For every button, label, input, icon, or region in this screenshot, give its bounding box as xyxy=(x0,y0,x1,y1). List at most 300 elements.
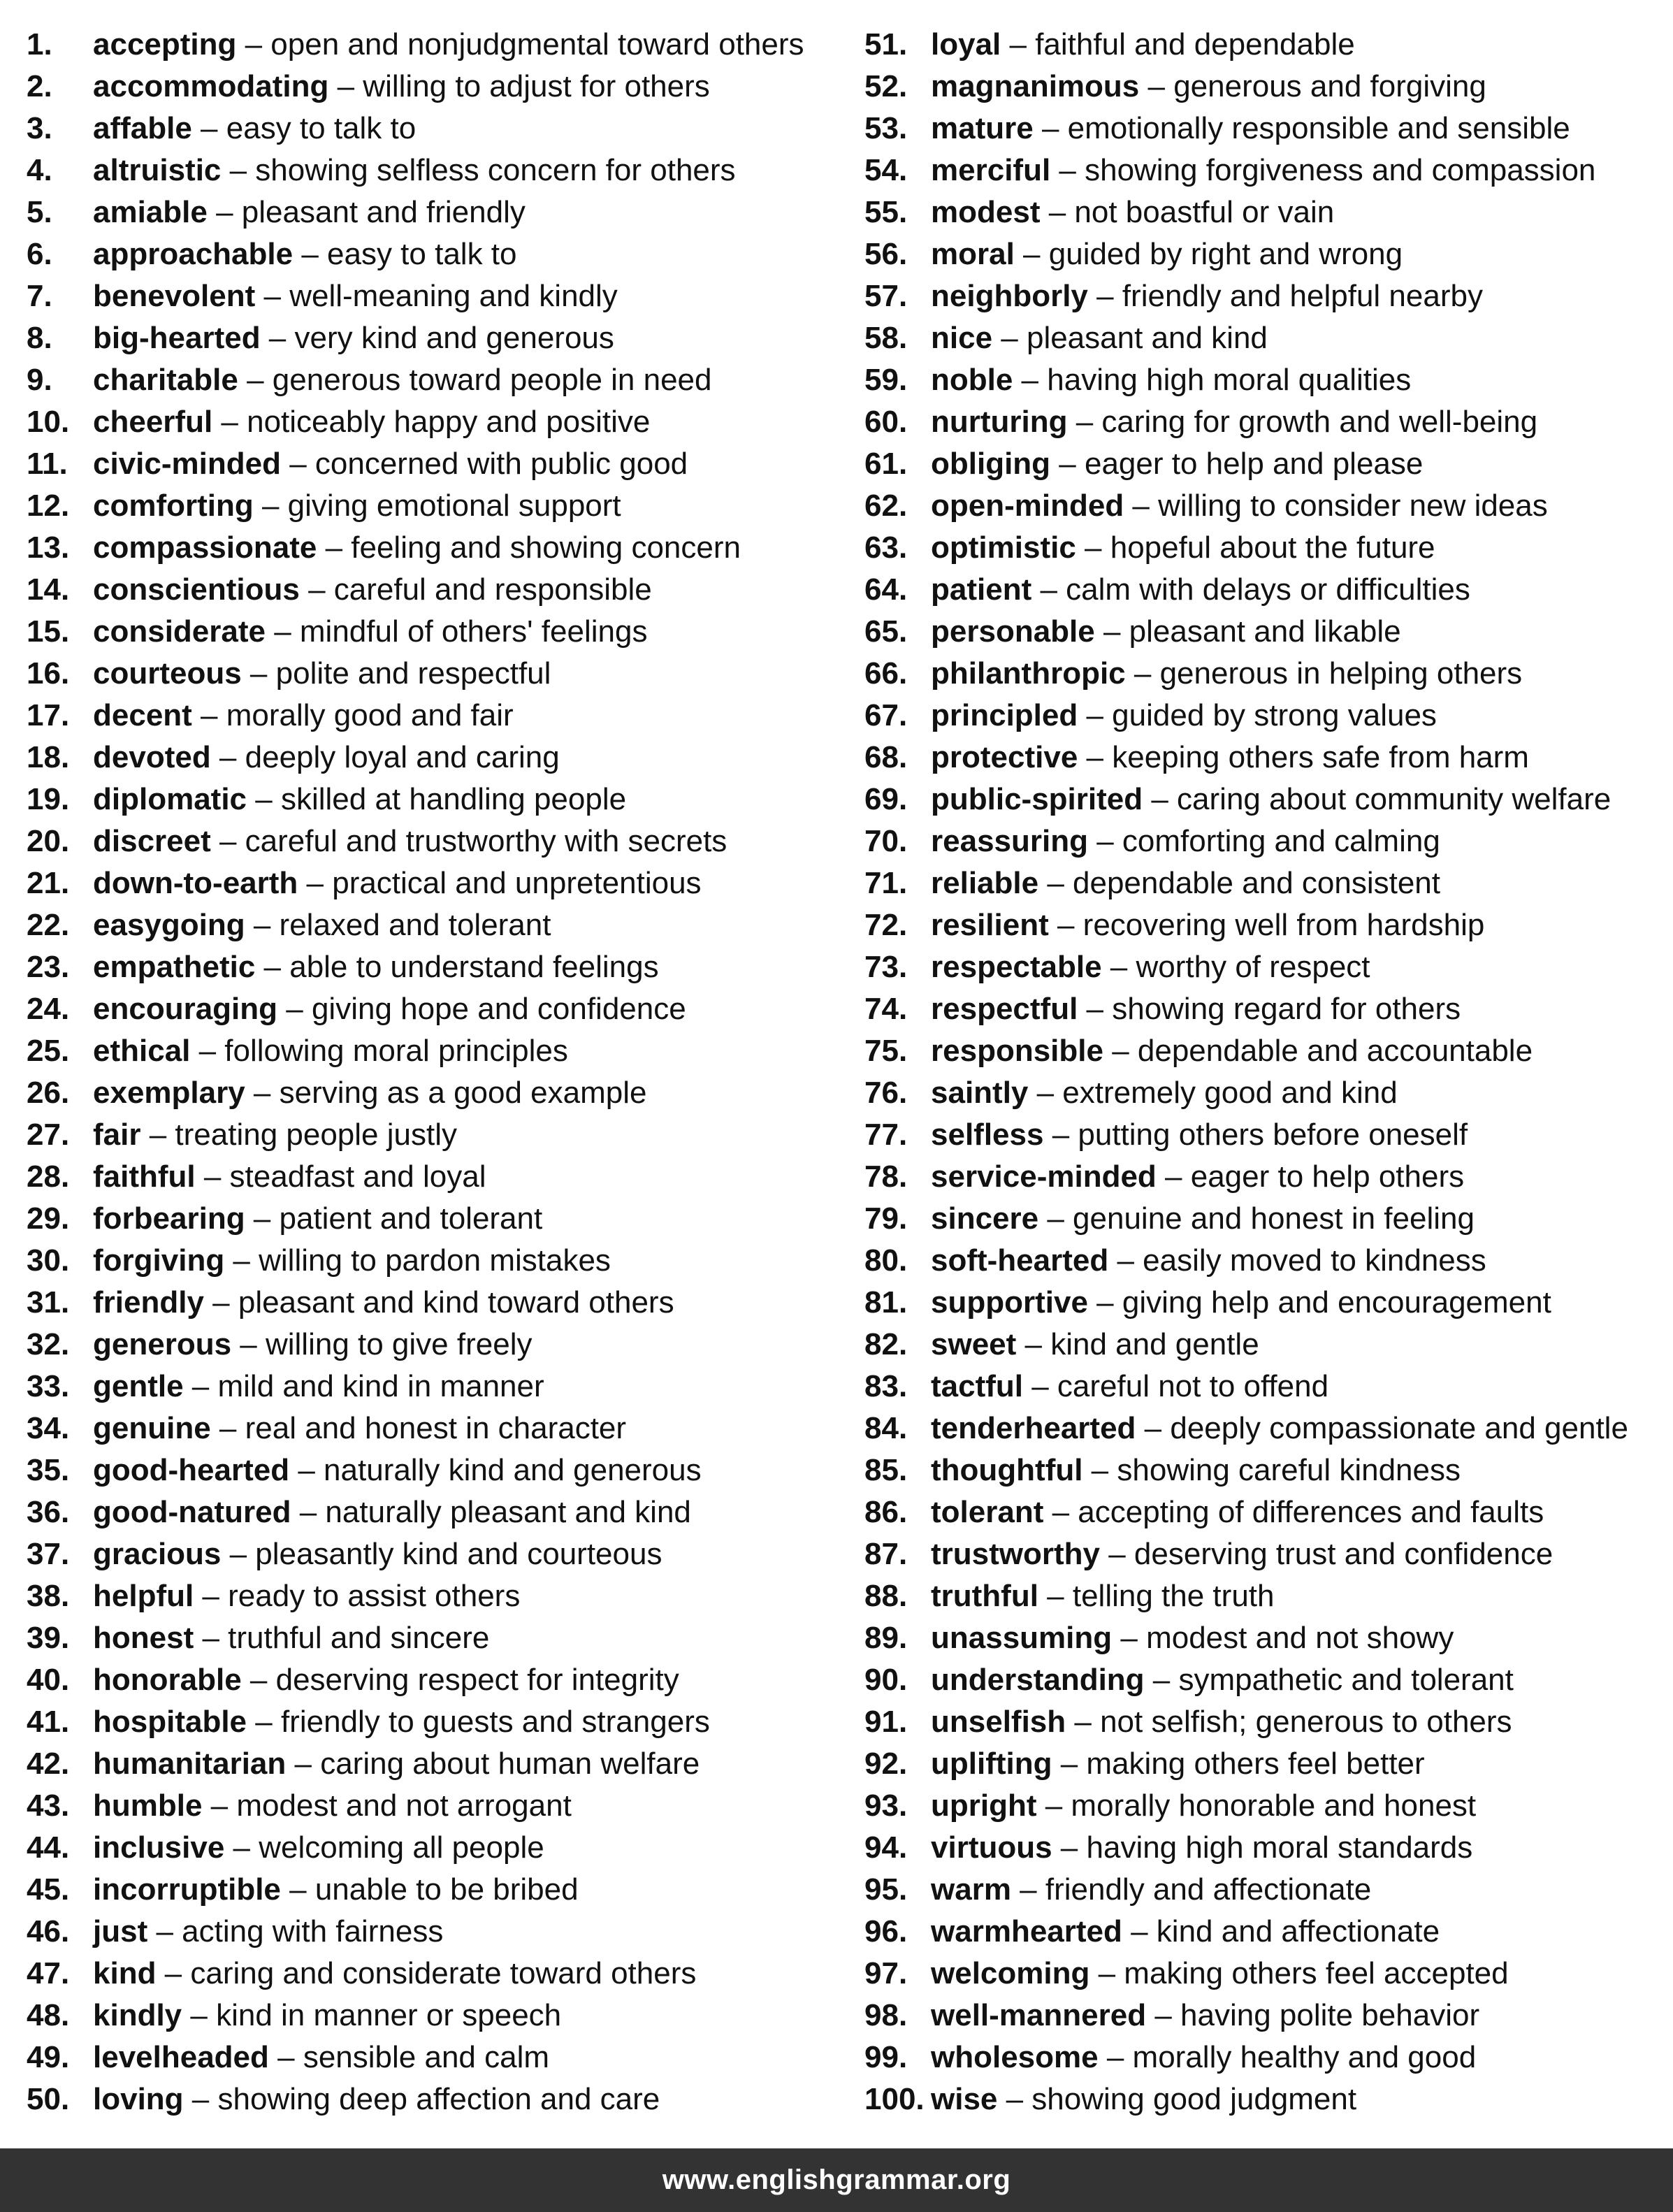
item-term: moral xyxy=(931,237,1015,271)
item-number: 49. xyxy=(27,2040,70,2074)
item-number: 74. xyxy=(864,992,908,1026)
list-item xyxy=(864,737,1628,779)
item-definition: – hopeful about the future xyxy=(1076,530,1435,565)
item-number: 75. xyxy=(864,1034,908,1068)
item-number: 45. xyxy=(27,1872,70,1907)
footer-url[interactable]: www.englishgrammar.org xyxy=(662,2164,1011,2195)
item-definition: – caring and considerate toward others xyxy=(156,1956,697,1990)
item-definition: – deeply loyal and caring xyxy=(210,740,560,774)
item-term: merciful xyxy=(931,153,1051,187)
list-item xyxy=(864,988,1628,1030)
item-number: 20. xyxy=(27,824,70,858)
item-number: 17. xyxy=(27,698,70,732)
item-number: 25. xyxy=(27,1034,70,1068)
item-term: supportive xyxy=(931,1285,1088,1320)
item-definition: – very kind and generous xyxy=(260,321,614,355)
item-definition: – making others feel better xyxy=(1052,1747,1425,1781)
list-item xyxy=(864,1995,1628,2037)
item-definition: – careful not to offend xyxy=(1023,1369,1329,1403)
list-item xyxy=(864,695,1628,737)
list-item xyxy=(27,1240,804,1282)
list-item xyxy=(864,1030,1628,1072)
list-item xyxy=(864,779,1628,821)
item-number: 33. xyxy=(27,1369,70,1403)
list-item xyxy=(864,1827,1628,1869)
item-term: principled xyxy=(931,698,1078,732)
item-definition: – careful and trustworthy with secrets xyxy=(210,824,727,858)
item-term: big-hearted xyxy=(93,321,261,355)
list-item xyxy=(27,1408,804,1450)
item-term: sincere xyxy=(931,1201,1039,1236)
item-definition: – showing good judgment xyxy=(997,2082,1357,2116)
item-definition: – not boastful or vain xyxy=(1040,195,1335,229)
item-number: 9. xyxy=(27,363,52,397)
item-definition: – deserving trust and confidence xyxy=(1100,1537,1554,1571)
item-definition: – guided by strong values xyxy=(1078,698,1437,732)
item-number: 54. xyxy=(864,153,908,187)
item-term: magnanimous xyxy=(931,69,1140,103)
list-item xyxy=(864,1785,1628,1827)
item-number: 94. xyxy=(864,1830,908,1865)
list-item xyxy=(27,1575,804,1617)
item-definition: – sympathetic and tolerant xyxy=(1144,1663,1514,1697)
item-term: decent xyxy=(93,698,192,732)
list-item xyxy=(27,485,804,527)
item-number: 31. xyxy=(27,1285,70,1320)
item-term: patient xyxy=(931,572,1032,607)
list-item xyxy=(27,24,804,66)
item-number: 70. xyxy=(864,824,908,858)
item-definition: – showing careful kindness xyxy=(1082,1453,1461,1487)
list-item xyxy=(864,1659,1628,1701)
item-definition: – ready to assist others xyxy=(194,1579,521,1613)
list-item xyxy=(864,150,1628,191)
item-definition: – emotionally responsible and sensible xyxy=(1033,111,1570,145)
item-term: optimistic xyxy=(931,530,1076,565)
item-number: 68. xyxy=(864,740,908,774)
item-definition: – faithful and dependable xyxy=(1001,27,1355,62)
item-definition: – generous and forgiving xyxy=(1139,69,1486,103)
item-number: 100. xyxy=(864,2082,925,2116)
item-number: 81. xyxy=(864,1285,908,1320)
list-item xyxy=(27,359,804,401)
item-term: considerate xyxy=(93,614,266,649)
item-term: resilient xyxy=(931,908,1049,942)
item-definition: – well-meaning and kindly xyxy=(255,279,618,313)
item-number: 41. xyxy=(27,1705,70,1739)
item-number: 30. xyxy=(27,1243,70,1278)
item-definition: – accepting of differences and faults xyxy=(1043,1495,1544,1529)
item-number: 72. xyxy=(864,908,908,942)
item-term: truthful xyxy=(931,1579,1038,1613)
list-item xyxy=(27,1659,804,1701)
item-term: forbearing xyxy=(93,1201,245,1236)
item-term: selfless xyxy=(931,1118,1044,1152)
item-definition: – kind in manner or speech xyxy=(182,1998,562,2032)
item-term: service-minded xyxy=(931,1159,1157,1194)
item-definition: – comforting and calming xyxy=(1087,824,1440,858)
item-term: wholesome xyxy=(931,2040,1099,2074)
item-number: 64. xyxy=(864,572,908,607)
item-term: forgiving xyxy=(93,1243,225,1278)
item-definition: – deserving respect for integrity xyxy=(241,1663,679,1697)
list-item xyxy=(27,862,804,904)
list-item xyxy=(864,1324,1628,1366)
list-item xyxy=(864,401,1628,443)
item-number: 97. xyxy=(864,1956,908,1990)
list-item xyxy=(864,1701,1628,1743)
list-item xyxy=(27,108,804,150)
item-definition: – giving help and encouragement xyxy=(1087,1285,1551,1320)
list-item xyxy=(864,24,1628,66)
item-number: 1. xyxy=(27,27,52,62)
item-definition: – keeping others safe from harm xyxy=(1078,740,1529,774)
list-item xyxy=(27,779,804,821)
item-term: friendly xyxy=(93,1285,204,1320)
item-definition: – welcoming all people xyxy=(224,1830,544,1865)
item-number: 58. xyxy=(864,321,908,355)
item-term: respectable xyxy=(931,950,1102,984)
item-number: 65. xyxy=(864,614,908,649)
list-item xyxy=(27,1701,804,1743)
item-number: 89. xyxy=(864,1621,908,1655)
item-term: welcoming xyxy=(931,1956,1090,1990)
item-definition: – genuine and honest in feeling xyxy=(1038,1201,1475,1236)
item-definition: – naturally kind and generous xyxy=(289,1453,702,1487)
item-term: honest xyxy=(93,1621,194,1655)
item-number: 28. xyxy=(27,1159,70,1194)
list-item xyxy=(864,1869,1628,1911)
list-item xyxy=(864,904,1628,946)
list-item xyxy=(864,1114,1628,1156)
item-term: kind xyxy=(93,1956,157,1990)
item-term: conscientious xyxy=(93,572,300,607)
item-number: 37. xyxy=(27,1537,70,1571)
list-item xyxy=(864,2079,1628,2120)
item-term: reassuring xyxy=(931,824,1088,858)
list-item xyxy=(27,1030,804,1072)
item-term: warm xyxy=(931,1872,1011,1907)
item-number: 50. xyxy=(27,2082,70,2116)
item-definition: – concerned with public good xyxy=(280,447,688,481)
item-term: compassionate xyxy=(93,530,317,565)
item-number: 57. xyxy=(864,279,908,313)
item-definition: – extremely good and kind xyxy=(1028,1076,1398,1110)
item-term: devoted xyxy=(93,740,211,774)
item-number: 61. xyxy=(864,447,908,481)
item-term: humanitarian xyxy=(93,1747,287,1781)
item-number: 47. xyxy=(27,1956,70,1990)
item-term: public-spirited xyxy=(931,782,1143,816)
item-number: 80. xyxy=(864,1243,908,1278)
item-term: just xyxy=(93,1914,148,1949)
item-number: 96. xyxy=(864,1914,908,1949)
item-number: 69. xyxy=(864,782,908,816)
item-definition: – not selfish; generous to others xyxy=(1066,1705,1512,1739)
item-term: respectful xyxy=(931,992,1078,1026)
item-definition: – friendly and helpful nearby xyxy=(1087,279,1483,313)
item-term: noble xyxy=(931,363,1013,397)
list-item xyxy=(864,191,1628,233)
list-item xyxy=(27,1533,804,1575)
item-number: 42. xyxy=(27,1747,70,1781)
list-item xyxy=(864,1911,1628,1953)
list-item xyxy=(27,1282,804,1324)
list-item xyxy=(27,2037,804,2079)
item-definition: – steadfast and loyal xyxy=(195,1159,486,1194)
list-item xyxy=(27,1114,804,1156)
item-term: hospitable xyxy=(93,1705,247,1739)
item-term: diplomatic xyxy=(93,782,247,816)
item-definition: – real and honest in character xyxy=(210,1411,627,1445)
item-number: 53. xyxy=(864,111,908,145)
item-term: neighborly xyxy=(931,279,1088,313)
item-number: 6. xyxy=(27,237,52,271)
word-list-right-column xyxy=(864,24,1628,2120)
list-item xyxy=(864,1450,1628,1491)
item-definition: – truthful and sincere xyxy=(194,1621,490,1655)
item-definition: – mindful of others' feelings xyxy=(265,614,648,649)
item-term: virtuous xyxy=(931,1830,1052,1865)
item-number: 4. xyxy=(27,153,52,187)
item-term: protective xyxy=(931,740,1078,774)
list-item xyxy=(27,66,804,108)
item-definition: – generous in helping others xyxy=(1125,656,1523,691)
item-number: 73. xyxy=(864,950,908,984)
item-definition: – polite and respectful xyxy=(241,656,551,691)
item-term: empathetic xyxy=(93,950,256,984)
item-term: upright xyxy=(931,1788,1037,1823)
item-number: 36. xyxy=(27,1495,70,1529)
item-term: tolerant xyxy=(931,1495,1044,1529)
list-item xyxy=(27,150,804,191)
footer-bar xyxy=(0,2148,1673,2212)
item-number: 91. xyxy=(864,1705,908,1739)
item-number: 88. xyxy=(864,1579,908,1613)
item-term: accommodating xyxy=(93,69,329,103)
list-item xyxy=(864,1491,1628,1533)
list-item xyxy=(27,569,804,611)
list-item xyxy=(27,1785,804,1827)
item-definition: – caring about community welfare xyxy=(1143,782,1612,816)
item-definition: – recovering well from hardship xyxy=(1048,908,1485,942)
list-item xyxy=(864,1366,1628,1408)
item-term: fair xyxy=(93,1118,141,1152)
item-term: courteous xyxy=(93,656,242,691)
item-number: 7. xyxy=(27,279,52,313)
item-definition: – pleasant and kind xyxy=(992,321,1268,355)
item-number: 2. xyxy=(27,69,52,103)
item-term: trustworthy xyxy=(931,1537,1100,1571)
list-item xyxy=(864,1282,1628,1324)
list-item xyxy=(27,988,804,1030)
item-term: amiable xyxy=(93,195,208,229)
item-term: discreet xyxy=(93,824,211,858)
list-item xyxy=(27,1827,804,1869)
item-term: understanding xyxy=(931,1663,1145,1697)
item-term: comforting xyxy=(93,489,254,523)
item-number: 5. xyxy=(27,195,52,229)
item-term: loyal xyxy=(931,27,1001,62)
item-definition: – mild and kind in manner xyxy=(183,1369,544,1403)
item-term: well-mannered xyxy=(931,1998,1147,2032)
item-definition: – treating people justly xyxy=(140,1118,457,1152)
item-term: sweet xyxy=(931,1327,1017,1361)
list-item xyxy=(864,233,1628,275)
item-term: good-natured xyxy=(93,1495,291,1529)
item-term: responsible xyxy=(931,1034,1103,1068)
list-item xyxy=(864,1617,1628,1659)
item-term: levelheaded xyxy=(93,2040,269,2074)
item-definition: – unable to be bribed xyxy=(280,1872,579,1907)
item-definition: – eager to help others xyxy=(1156,1159,1465,1194)
list-item xyxy=(864,1575,1628,1617)
item-number: 22. xyxy=(27,908,70,942)
list-item xyxy=(864,1198,1628,1240)
item-number: 87. xyxy=(864,1537,908,1571)
list-item xyxy=(27,1450,804,1491)
item-number: 43. xyxy=(27,1788,70,1823)
item-definition: – relaxed and tolerant xyxy=(245,908,551,942)
item-term: unselfish xyxy=(931,1705,1066,1739)
item-definition: – showing selfless concern for others xyxy=(221,153,736,187)
item-definition: – feeling and showing concern xyxy=(317,530,741,565)
item-number: 10. xyxy=(27,405,70,439)
item-term: affable xyxy=(93,111,192,145)
list-item xyxy=(864,862,1628,904)
item-number: 78. xyxy=(864,1159,908,1194)
list-item xyxy=(864,527,1628,569)
item-definition: – willing to pardon mistakes xyxy=(224,1243,611,1278)
list-item xyxy=(27,821,804,862)
list-item xyxy=(27,904,804,946)
item-term: humble xyxy=(93,1788,203,1823)
list-item xyxy=(27,1743,804,1785)
item-definition: – patient and tolerant xyxy=(245,1201,543,1236)
list-item xyxy=(864,1533,1628,1575)
item-term: faithful xyxy=(93,1159,196,1194)
item-term: open-minded xyxy=(931,489,1124,523)
item-number: 76. xyxy=(864,1076,908,1110)
list-item xyxy=(27,1911,804,1953)
item-definition: – sensible and calm xyxy=(268,2040,550,2074)
item-definition: – naturally pleasant and kind xyxy=(291,1495,691,1529)
item-definition: – modest and not arrogant xyxy=(202,1788,572,1823)
item-term: gracious xyxy=(93,1537,222,1571)
item-definition: – easy to talk to xyxy=(191,111,417,145)
item-definition: – pleasantly kind and courteous xyxy=(221,1537,662,1571)
list-item xyxy=(27,401,804,443)
item-term: tactful xyxy=(931,1369,1023,1403)
list-item xyxy=(27,275,804,317)
item-term: ethical xyxy=(93,1034,191,1068)
item-definition: – willing to give freely xyxy=(231,1327,533,1361)
item-term: down-to-earth xyxy=(93,866,298,900)
item-definition: – modest and not showy xyxy=(1112,1621,1454,1655)
item-term: benevolent xyxy=(93,279,256,313)
item-term: uplifting xyxy=(931,1747,1052,1781)
item-number: 79. xyxy=(864,1201,908,1236)
item-definition: – generous toward people in need xyxy=(238,363,712,397)
list-item xyxy=(27,946,804,988)
item-term: unassuming xyxy=(931,1621,1113,1655)
item-term: reliable xyxy=(931,866,1039,900)
list-item xyxy=(864,1156,1628,1198)
item-term: wise xyxy=(931,2082,998,2116)
item-term: altruistic xyxy=(93,153,222,187)
item-definition: – kind and gentle xyxy=(1016,1327,1259,1361)
item-number: 34. xyxy=(27,1411,70,1445)
item-definition: – willing to adjust for others xyxy=(328,69,710,103)
list-item xyxy=(27,1491,804,1533)
list-item xyxy=(27,527,804,569)
item-number: 27. xyxy=(27,1118,70,1152)
item-definition: – giving emotional support xyxy=(253,489,621,523)
list-item xyxy=(864,359,1628,401)
item-number: 13. xyxy=(27,530,70,565)
item-number: 23. xyxy=(27,950,70,984)
item-definition: – able to understand feelings xyxy=(255,950,659,984)
list-item xyxy=(864,443,1628,485)
item-definition: – having high moral qualities xyxy=(1013,363,1412,397)
item-number: 46. xyxy=(27,1914,70,1949)
item-number: 92. xyxy=(864,1747,908,1781)
item-definition: – acting with fairness xyxy=(147,1914,444,1949)
item-number: 77. xyxy=(864,1118,908,1152)
item-term: saintly xyxy=(931,1076,1029,1110)
item-definition: – easily moved to kindness xyxy=(1108,1243,1486,1278)
item-number: 67. xyxy=(864,698,908,732)
list-item xyxy=(27,233,804,275)
item-number: 59. xyxy=(864,363,908,397)
item-number: 60. xyxy=(864,405,908,439)
item-number: 62. xyxy=(864,489,908,523)
item-definition: – guided by right and wrong xyxy=(1014,237,1403,271)
item-definition: – pleasant and likable xyxy=(1094,614,1401,649)
item-number: 8. xyxy=(27,321,52,355)
item-term: gentle xyxy=(93,1369,184,1403)
item-definition: – giving hope and confidence xyxy=(277,992,686,1026)
item-number: 56. xyxy=(864,237,908,271)
item-number: 12. xyxy=(27,489,70,523)
item-term: accepting xyxy=(93,27,237,62)
item-number: 11. xyxy=(27,447,68,481)
item-number: 24. xyxy=(27,992,70,1026)
list-item xyxy=(27,1324,804,1366)
list-item xyxy=(27,2079,804,2120)
item-definition: – telling the truth xyxy=(1038,1579,1275,1613)
item-term: nice xyxy=(931,321,993,355)
item-definition: – putting others before oneself xyxy=(1043,1118,1468,1152)
item-number: 66. xyxy=(864,656,908,691)
list-item xyxy=(27,191,804,233)
item-definition: – morally healthy and good xyxy=(1098,2040,1477,2074)
list-item xyxy=(27,611,804,653)
item-term: thoughtful xyxy=(931,1453,1083,1487)
list-item xyxy=(27,443,804,485)
item-number: 38. xyxy=(27,1579,70,1613)
item-term: encouraging xyxy=(93,992,278,1026)
list-item xyxy=(864,1240,1628,1282)
item-term: modest xyxy=(931,195,1041,229)
item-term: civic-minded xyxy=(93,447,281,481)
list-item xyxy=(27,695,804,737)
item-number: 82. xyxy=(864,1327,908,1361)
list-item xyxy=(27,1953,804,1995)
list-item xyxy=(864,108,1628,150)
item-number: 90. xyxy=(864,1663,908,1697)
item-term: easygoing xyxy=(93,908,245,942)
